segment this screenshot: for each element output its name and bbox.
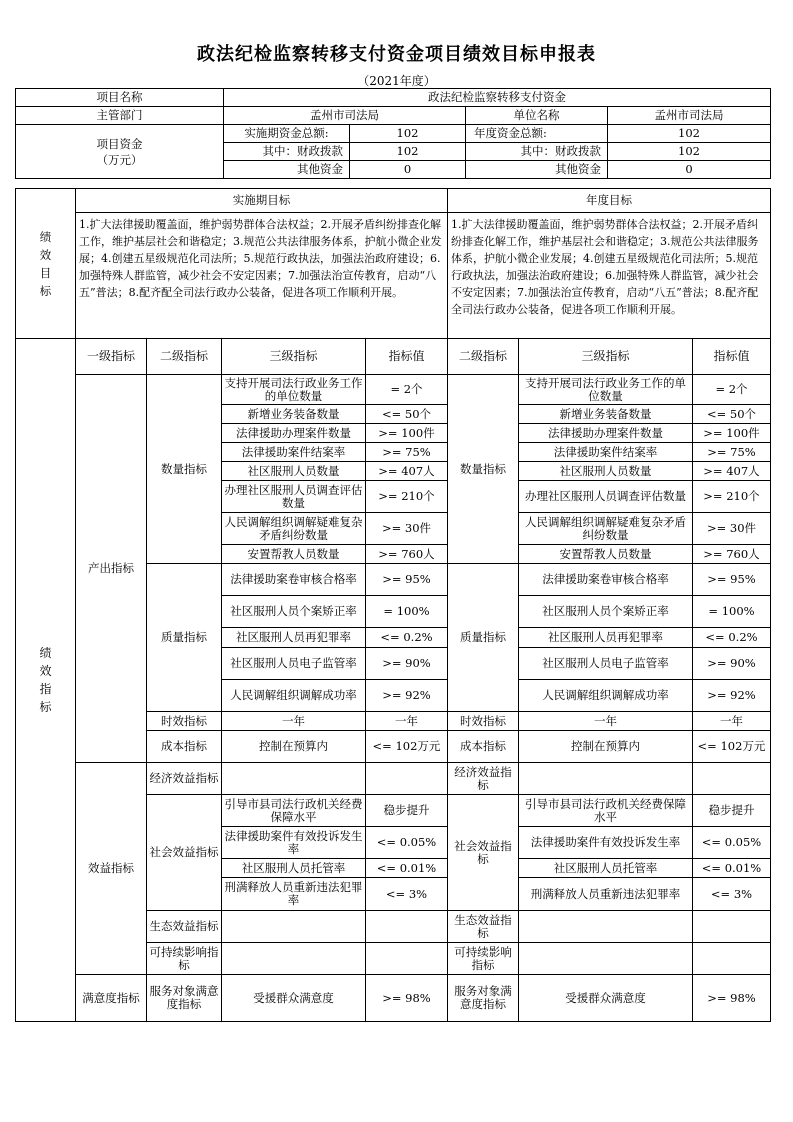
- annual-goal-text: 1.扩大法律援助覆盖面，维护弱势群体合法权益；2.开展矛盾纠纷排查化解工作，维护基层社会和谐稳定；3.规范公共法律服务体系，护航小微企业发展；4.创建五星级规范化司法所；5.规范行政执法，加强法治政府建设；6.加强特殊人群监管，减少社会不安定因素；7.加强法治宣传教育，启动“八五”普法；8.配齐配全司法行政办公装备，促进各项工作顺利开展。: [448, 213, 771, 339]
- s-name-annual: 社区服刑人员托管率: [519, 859, 693, 878]
- time-value-annual: 一年: [693, 712, 771, 731]
- timeliness-label: 时效指标: [147, 712, 222, 731]
- q-name: 法律援助办理案件数量: [222, 424, 366, 443]
- ql-value: >= 92%: [366, 680, 448, 712]
- q-value-annual: = 2个: [693, 375, 771, 405]
- ql-value-annual: >= 92%: [693, 680, 771, 712]
- annual-goal-header: 年度目标: [448, 189, 771, 213]
- ql-name: 社区服刑人员再犯罪率: [222, 628, 366, 648]
- s-value-annual: <= 0.05%: [693, 827, 771, 859]
- q-value: >= 100件: [366, 424, 448, 443]
- q-name: 新增业务装备数量: [222, 405, 366, 424]
- ql-name: 人民调解组织调解成功率: [222, 680, 366, 712]
- q-value: >= 210个: [366, 481, 448, 513]
- s-value-annual: <= 3%: [693, 878, 771, 911]
- cost-value-annual: <= 102万元: [693, 731, 771, 763]
- period-other-value: 0: [350, 161, 466, 179]
- sustainable-value-annual: [693, 943, 771, 975]
- time-value: 一年: [366, 712, 448, 731]
- sat-value: >= 98%: [366, 975, 448, 1022]
- info-table: [15, 88, 771, 179]
- header-level3: 三级指标: [222, 339, 366, 375]
- sustainable-value: [366, 943, 448, 975]
- s-name: 法律援助案件有效投诉发生率: [222, 827, 366, 859]
- sat-name-annual: 受援群众满意度: [519, 975, 693, 1022]
- ql-value-annual: >= 90%: [693, 648, 771, 680]
- s-value: <= 3%: [366, 878, 448, 911]
- ecological-name: [222, 911, 366, 943]
- economic-name-annual: [519, 763, 693, 795]
- q-value: = 2个: [366, 375, 448, 405]
- annual-total-value: 102: [608, 125, 771, 143]
- ql-name-annual: 社区服刑人员个案矫正率: [519, 596, 693, 628]
- period-other-label: 其他资金: [224, 161, 350, 179]
- dept-label: 主管部门: [16, 107, 224, 125]
- unit-value: 孟州市司法局: [608, 107, 771, 125]
- s-value-annual: 稳步提升: [693, 795, 771, 827]
- goals-table: [15, 188, 771, 339]
- sustainable-name-annual: [519, 943, 693, 975]
- cost-name: 控制在预算内: [222, 731, 366, 763]
- cost-label: 成本指标: [147, 731, 222, 763]
- period-fiscal-value: 102: [350, 143, 466, 161]
- q-name: 办理社区服刑人员调查评估数量: [222, 481, 366, 513]
- q-name: 人民调解组织调解疑难复杂矛盾纠纷数量: [222, 513, 366, 545]
- q-value-annual: >= 760人: [693, 545, 771, 564]
- economic-label-annual: 经济效益指标: [448, 763, 519, 795]
- sat-name: 受援群众满意度: [222, 975, 366, 1022]
- ql-name: 社区服刑人员电子监管率: [222, 648, 366, 680]
- ql-value: = 100%: [366, 596, 448, 628]
- ql-name-annual: 法律援助案卷审核合格率: [519, 564, 693, 596]
- q-value-annual: >= 210个: [693, 481, 771, 513]
- period-total-label: 实施期资金总额:: [224, 125, 350, 143]
- dept-value: 孟州市司法局: [224, 107, 466, 125]
- report-year: （2021年度）: [357, 74, 436, 88]
- s-name-annual: 刑满释放人员重新违法犯罪率: [519, 878, 693, 911]
- ecological-value-annual: [693, 911, 771, 943]
- q-value: >= 30件: [366, 513, 448, 545]
- service-sat-label-annual: 服务对象满意度指标: [448, 975, 519, 1022]
- s-value: 稳步提升: [366, 795, 448, 827]
- cost-value: <= 102万元: [366, 731, 448, 763]
- annual-total-label: 年度资金总额:: [466, 125, 608, 143]
- header-level1: 一级指标: [76, 339, 147, 375]
- ql-name-annual: 社区服刑人员再犯罪率: [519, 628, 693, 648]
- period-goal-header: 实施期目标: [76, 189, 448, 213]
- annual-fiscal-label: 其中：财政拨款: [466, 143, 608, 161]
- economic-name: [222, 763, 366, 795]
- q-name-annual: 法律援助办理案件数量: [519, 424, 693, 443]
- s-name: 引导市县司法行政机关经费保障水平: [222, 795, 366, 827]
- header-value: 指标值: [366, 339, 448, 375]
- economic-value-annual: [693, 763, 771, 795]
- quantity-label-annual: 数量指标: [448, 375, 519, 564]
- satisfaction-label: 满意度指标: [76, 975, 147, 1022]
- time-name: 一年: [222, 712, 366, 731]
- q-value-annual: >= 100件: [693, 424, 771, 443]
- q-name: 法律援助案件结案率: [222, 443, 366, 462]
- ecological-value: [366, 911, 448, 943]
- output-label: 产出指标: [76, 375, 147, 763]
- quality-label-annual: 质量指标: [448, 564, 519, 712]
- economic-value: [366, 763, 448, 795]
- project-name-label: 项目名称: [16, 89, 224, 107]
- social-label-annual: 社会效益指标: [448, 795, 519, 911]
- s-name-annual: 引导市县司法行政机关经费保障水平: [519, 795, 693, 827]
- project-name-value: 政法纪检监察转移支付资金: [224, 89, 771, 107]
- fund-label-line2: （万元）: [96, 152, 143, 167]
- fund-label-line1: 项目资金: [96, 136, 143, 151]
- cost-label-annual: 成本指标: [448, 731, 519, 763]
- ql-name-annual: 人民调解组织调解成功率: [519, 680, 693, 712]
- ql-name: 社区服刑人员个案矫正率: [222, 596, 366, 628]
- quality-label: 质量指标: [147, 564, 222, 712]
- service-sat-label: 服务对象满意度指标: [147, 975, 222, 1022]
- indicators-side-label: 绩 效 指 标: [16, 339, 76, 1022]
- s-value: <= 0.05%: [366, 827, 448, 859]
- social-label: 社会效益指标: [147, 795, 222, 911]
- ql-value-annual: <= 0.2%: [693, 628, 771, 648]
- ql-value: >= 90%: [366, 648, 448, 680]
- ql-value-annual: >= 95%: [693, 564, 771, 596]
- sustainable-label: 可持续影响指标: [147, 943, 222, 975]
- period-fiscal-label: 其中：财政拨款: [224, 143, 350, 161]
- economic-label: 经济效益指标: [147, 763, 222, 795]
- q-name-annual: 法律援助案件结案率: [519, 443, 693, 462]
- benefit-label: 效益指标: [76, 763, 147, 975]
- q-value: <= 50个: [366, 405, 448, 424]
- ecological-name-annual: [519, 911, 693, 943]
- q-value-annual: >= 30件: [693, 513, 771, 545]
- q-name-annual: 社区服刑人员数量: [519, 462, 693, 481]
- s-name-annual: 法律援助案件有效投诉发生率: [519, 827, 693, 859]
- header-level2: 二级指标: [147, 339, 222, 375]
- s-name: 社区服刑人员托管率: [222, 859, 366, 878]
- sustainable-label-annual: 可持续影响指标: [448, 943, 519, 975]
- indicators-table: [15, 338, 771, 1022]
- header-value-annual: 指标值: [693, 339, 771, 375]
- annual-other-label: 其他资金: [466, 161, 608, 179]
- unit-label: 单位名称: [466, 107, 608, 125]
- period-total-value: 102: [350, 125, 466, 143]
- ql-value-annual: = 100%: [693, 596, 771, 628]
- page-title: 政法纪检监察转移支付资金项目绩效目标申报表: [197, 44, 596, 65]
- ql-name: 法律援助案卷审核合格率: [222, 564, 366, 596]
- timeliness-label-annual: 时效指标: [448, 712, 519, 731]
- ecological-label: 生态效益指标: [147, 911, 222, 943]
- q-name-annual: 安置帮教人员数量: [519, 545, 693, 564]
- cost-name-annual: 控制在预算内: [519, 731, 693, 763]
- q-name: 安置帮教人员数量: [222, 545, 366, 564]
- q-name-annual: 人民调解组织调解疑难复杂矛盾纠纷数量: [519, 513, 693, 545]
- fund-label: [16, 125, 224, 179]
- q-value-annual: >= 75%: [693, 443, 771, 462]
- sustainable-name: [222, 943, 366, 975]
- s-name: 刑满释放人员重新违法犯罪率: [222, 878, 366, 911]
- q-name: 支持开展司法行政业务工作的单位数量: [222, 375, 366, 405]
- ql-value: >= 95%: [366, 564, 448, 596]
- q-value: >= 75%: [366, 443, 448, 462]
- annual-fiscal-value: 102: [608, 143, 771, 161]
- ql-name-annual: 社区服刑人员电子监管率: [519, 648, 693, 680]
- s-value: <= 0.01%: [366, 859, 448, 878]
- q-name-annual: 新增业务装备数量: [519, 405, 693, 424]
- q-name: 社区服刑人员数量: [222, 462, 366, 481]
- ql-value: <= 0.2%: [366, 628, 448, 648]
- time-name-annual: 一年: [519, 712, 693, 731]
- q-name-annual: 办理社区服刑人员调查评估数量: [519, 481, 693, 513]
- q-value-annual: >= 407人: [693, 462, 771, 481]
- q-name-annual: 支持开展司法行政业务工作的单位数量: [519, 375, 693, 405]
- quantity-label: 数量指标: [147, 375, 222, 564]
- q-value-annual: <= 50个: [693, 405, 771, 424]
- header-level2-annual: 二级指标: [448, 339, 519, 375]
- goals-side-label: 绩 效 目 标: [16, 189, 76, 339]
- q-value: >= 760人: [366, 545, 448, 564]
- period-goal-text: 1.扩大法律援助覆盖面，维护弱势群体合法权益；2.开展矛盾纠纷排查化解工作，维护基层社会和谐稳定；3.规范公共法律服务体系，护航小微企业发展；4.创建五星级规范化司法所；5.规范行政执法，加强法治政府建设；6.加强特殊人群监管，减少社会不安定因素；7.加强法治宣传教育，启动“八五”普法；8.配齐配全司法行政办公装备，促进各项工作顺利开展。: [76, 213, 448, 339]
- q-value: >= 407人: [366, 462, 448, 481]
- ecological-label-annual: 生态效益指标: [448, 911, 519, 943]
- annual-other-value: 0: [608, 161, 771, 179]
- s-value-annual: <= 0.01%: [693, 859, 771, 878]
- sat-value-annual: >= 98%: [693, 975, 771, 1022]
- header-level3-annual: 三级指标: [519, 339, 693, 375]
